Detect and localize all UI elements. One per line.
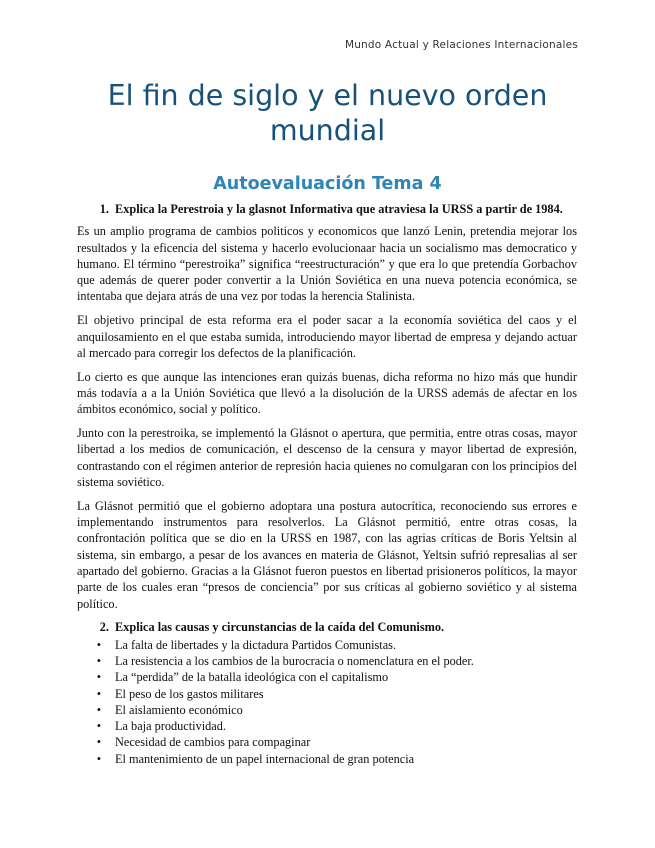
list-item bbox=[77, 751, 577, 767]
list-item-text: El peso de los gastos militares bbox=[115, 686, 264, 701]
list-item bbox=[77, 718, 577, 734]
bullet-icon: • bbox=[96, 637, 101, 652]
paragraph: Lo cierto es que aunque las intenciones eran quizás buenas, dicha reforma no hizo más que hundir más todavía a a la Unión Soviética que llevó a la disolución de la URSS además de afectar en los ámbitos económico, social y político. bbox=[77, 369, 577, 417]
list-item-text: Necesidad de cambios para compaginar bbox=[115, 735, 311, 750]
paragraph: Junto con la perestroika, se implementó la Glásnot o apertura, que permitia, entre otras cosas, mayor libertad a los medios de comunicación, el descenso de la censura y mayor libertad de expresión, contrastando con el régimen anterior de represión hacia quienes no comulgaran con los principios del sistema soviético. bbox=[77, 426, 577, 489]
question-text: Explica la Perestroia y la glasnot Informativa que atraviesa la URSS a partir de 1984. bbox=[115, 202, 563, 216]
list-item-text: El aislamiento económico bbox=[115, 702, 243, 717]
bullet-icon: • bbox=[96, 670, 101, 685]
paragraph: El objetivo principal de esta reforma era el poder sacar a la economía soviética del caos y el anquilosamiento en el que estaba sumida, introduciendo mayor libertad de empresa y dejando actuar al mercado para corregir los defectos de la planificación. bbox=[77, 313, 577, 360]
bullet-icon: • bbox=[96, 735, 101, 750]
paragraph: Es un amplio programa de cambios politicos y economicos que lanzó Lenin, pretendia mejorar los resultados y la eficencia del sistema y hacerlo evolucionaar hacia un socialismo mas democratico y humano. El término “perestroika” significa “reestructuración” y que era lo que pretendía Gorbachov que además de querer poder convertir a la Unión Soviética en una nueva potencia económica, se intentaba que dejara atrás de una vez por todas la herencia Stalinista. bbox=[77, 224, 577, 304]
list-item bbox=[77, 686, 577, 702]
question-1 bbox=[77, 201, 577, 217]
list-item-text: La falta de libertades y la dictadura Partidos Comunistas. bbox=[115, 637, 397, 652]
list-item-text: La “perdida” de la batalla ideológica con el capitalismo bbox=[115, 670, 389, 685]
list-item bbox=[77, 669, 577, 685]
list-item bbox=[77, 637, 577, 653]
causes-list bbox=[77, 637, 577, 767]
bullet-icon: • bbox=[96, 686, 101, 701]
bullet-icon: • bbox=[96, 719, 101, 734]
bullet-icon: • bbox=[96, 751, 101, 766]
list-item bbox=[77, 734, 577, 750]
question-number: 2. bbox=[99, 620, 109, 635]
bullet-icon: • bbox=[96, 653, 101, 668]
list-item-text: El mantenimiento de un papel internacional de gran potencia bbox=[115, 751, 415, 766]
list-item-text: La baja productividad. bbox=[115, 719, 226, 734]
document-title: El fin de siglo y el nuevo orden mundial bbox=[107, 79, 548, 147]
running-header: Mundo Actual y Relaciones Internacionales bbox=[344, 39, 578, 51]
document-subtitle: Autoevaluación Tema 4 bbox=[213, 174, 442, 194]
question-text: Explica las causas y circunstancias de la caída del Comunismo. bbox=[115, 620, 445, 635]
list-item-text: La resistencia a los cambios de la burocracia o nomenclatura en el poder. bbox=[115, 653, 474, 668]
list-item bbox=[77, 702, 577, 718]
paragraph: La Glásnot permitió que el gobierno adoptara una postura autocrítica, reconociendo sus errores e implementando instrumentos para resolverlos. La Glásnot permitió, entre otras cosas, la confrontación política que se dio en la URSS en 1987, con las agrias críticas de Boris Yeltsin al sistema, sin embargo, a pesar de los avances en materia de Glásnot, Yeltsin sufrió represalias al ser apartado del gobierno. Gracias a la Glásnot fueron puestos en libertad prisioneros políticos, la mayor parte de los cuales eran “presos de conciencia” por sus críticas al gobierno soviético y al sistema político. bbox=[77, 498, 577, 611]
list-item bbox=[77, 653, 577, 669]
bullet-icon: • bbox=[96, 702, 101, 717]
question-2 bbox=[77, 619, 577, 635]
question-number: 1. bbox=[99, 202, 109, 216]
document-body bbox=[77, 201, 577, 767]
